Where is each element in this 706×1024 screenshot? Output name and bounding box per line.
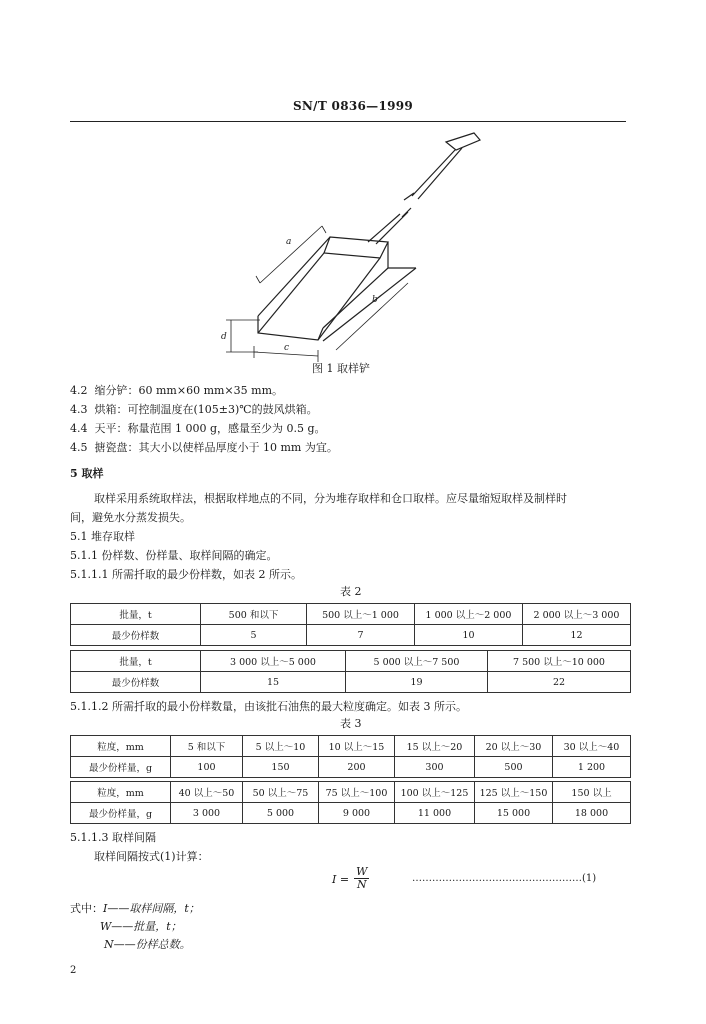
table-row [71, 803, 631, 824]
table-cell: 5 以上～10 [243, 736, 319, 757]
table-cell: 100 [171, 757, 243, 778]
formula-numerator: W [356, 865, 368, 878]
table-cell: 20 以上～30 [475, 736, 553, 757]
item-number: 4.3 [70, 403, 88, 416]
table-cell: 15 以上～20 [395, 736, 475, 757]
item-text: 天平：称量范围 1 000 g，感量至少为 0.5 g。 [94, 422, 326, 435]
table-2-upper [70, 603, 631, 646]
table-cell: 3 000 [171, 803, 243, 824]
table-row [71, 672, 631, 693]
item-number: 4.5 [70, 441, 88, 454]
table-3-upper [70, 735, 631, 778]
table-cell: 粒度，mm [71, 782, 171, 803]
item-4-2 [70, 384, 283, 398]
table-row [71, 625, 631, 646]
table-cell: 18 000 [553, 803, 631, 824]
dim-label-a: a [286, 237, 292, 247]
section-5-heading: 5 取样 [70, 467, 104, 480]
table-cell: 1 200 [553, 757, 631, 778]
section-5-para-line1: 取样采用系统取样法，根据取样地点的不同，分为堆存取样和仓口取样。应尽量缩短取样及制样时 [94, 492, 567, 505]
table-row [71, 782, 631, 803]
table-cell: 40 以上～50 [171, 782, 243, 803]
table-cell: 最少份样数 [71, 672, 201, 693]
table-cell: 10 [415, 625, 523, 646]
page-number: 2 [70, 965, 77, 976]
section-5-1-1-2: 5.1.1.2 所需扦取的最小份样数量，由该批石油焦的最大粒度确定。如表 3 所示。 [70, 700, 467, 713]
item-number: 4.2 [70, 384, 88, 397]
table-cell: 粒度，mm [71, 736, 171, 757]
item-text: 烘箱：可控制温度在(105±3)℃的鼓风烘箱。 [94, 403, 318, 416]
table-cell: 150 以上 [553, 782, 631, 803]
item-4-4 [70, 422, 326, 436]
table-cell: 15 [201, 672, 346, 693]
formula-fraction [354, 866, 369, 891]
sampling-shovel-figure [200, 125, 500, 365]
table-cell: 11 000 [395, 803, 475, 824]
where-n: N——份样总数。 [104, 938, 191, 951]
dim-label-d: d [221, 332, 227, 342]
item-4-3 [70, 403, 318, 417]
table-cell: 7 500 以上～10 000 [488, 651, 631, 672]
table-cell: 批量，t [71, 604, 201, 625]
table-cell: 1 000 以上～2 000 [415, 604, 523, 625]
table-cell: 125 以上～150 [475, 782, 553, 803]
section-5-1-1: 5.1.1 份样数、份样量、取样间隔的确定。 [70, 549, 278, 562]
table-cell: 12 [523, 625, 631, 646]
section-5-1: 5.1 堆存取样 [70, 530, 135, 543]
section-5-para-line2: 间，避免水分蒸发损失。 [70, 511, 191, 524]
where-i: I——取样间隔，t； [103, 902, 200, 915]
formula-number: ……………………………………………(1) [412, 873, 597, 884]
table-cell: 50 以上～75 [243, 782, 319, 803]
formula-denominator: N [357, 878, 367, 891]
item-4-5 [70, 441, 338, 455]
figure-caption: 图 1 取样铲 [312, 362, 370, 375]
table-3-title: 表 3 [340, 717, 362, 730]
page-header-code: SN/T 0836—1999 [292, 99, 414, 113]
formula-lhs: I = [332, 873, 350, 886]
dim-label-c: c [284, 343, 290, 353]
table-cell: 5 [201, 625, 307, 646]
table-3-lower [70, 781, 631, 824]
item-text: 搪瓷盘：其大小以使样品厚度小于 10 mm 为宜。 [94, 441, 338, 454]
table-cell: 批量，t [71, 651, 201, 672]
where-w: W——批量，t； [100, 920, 182, 933]
table-cell: 22 [488, 672, 631, 693]
dim-label-b: b [372, 295, 378, 305]
section-5-1-1-3: 5.1.1.3 取样间隔 [70, 831, 156, 844]
table-row [71, 651, 631, 672]
table-cell: 5 000 以上～7 500 [346, 651, 488, 672]
table-row [71, 604, 631, 625]
table-row [71, 757, 631, 778]
table-cell: 500 和以下 [201, 604, 307, 625]
table-cell: 最少份样量，g [71, 803, 171, 824]
table-cell: 500 [475, 757, 553, 778]
item-number: 4.4 [70, 422, 88, 435]
table-cell: 10 以上～15 [319, 736, 395, 757]
table-row [71, 736, 631, 757]
table-cell: 30 以上～40 [553, 736, 631, 757]
table-cell: 最少份样量，g [71, 757, 171, 778]
table-cell: 3 000 以上～5 000 [201, 651, 346, 672]
table-cell: 15 000 [475, 803, 553, 824]
header-rule [70, 121, 626, 122]
table-cell: 500 以上～1 000 [307, 604, 415, 625]
table-2-lower [70, 650, 631, 693]
table-cell: 300 [395, 757, 475, 778]
table-cell: 150 [243, 757, 319, 778]
formula-1 [332, 866, 369, 891]
formula-intro: 取样间隔按式(1)计算： [94, 850, 209, 863]
table-cell: 5 000 [243, 803, 319, 824]
where-intro [70, 902, 200, 916]
table-2-title: 表 2 [340, 585, 362, 598]
table-cell: 9 000 [319, 803, 395, 824]
table-cell: 75 以上～100 [319, 782, 395, 803]
section-5-1-1-1: 5.1.1.1 所需扦取的最少份样数，如表 2 所示。 [70, 568, 302, 581]
table-cell: 200 [319, 757, 395, 778]
table-cell: 7 [307, 625, 415, 646]
table-cell: 5 和以下 [171, 736, 243, 757]
table-cell: 100 以上～125 [395, 782, 475, 803]
where-label: 式中： [70, 902, 103, 915]
item-text: 缩分铲：60 mm×60 mm×35 mm。 [94, 384, 283, 397]
table-cell: 最少份样数 [71, 625, 201, 646]
table-cell: 19 [346, 672, 488, 693]
table-cell: 2 000 以上～3 000 [523, 604, 631, 625]
